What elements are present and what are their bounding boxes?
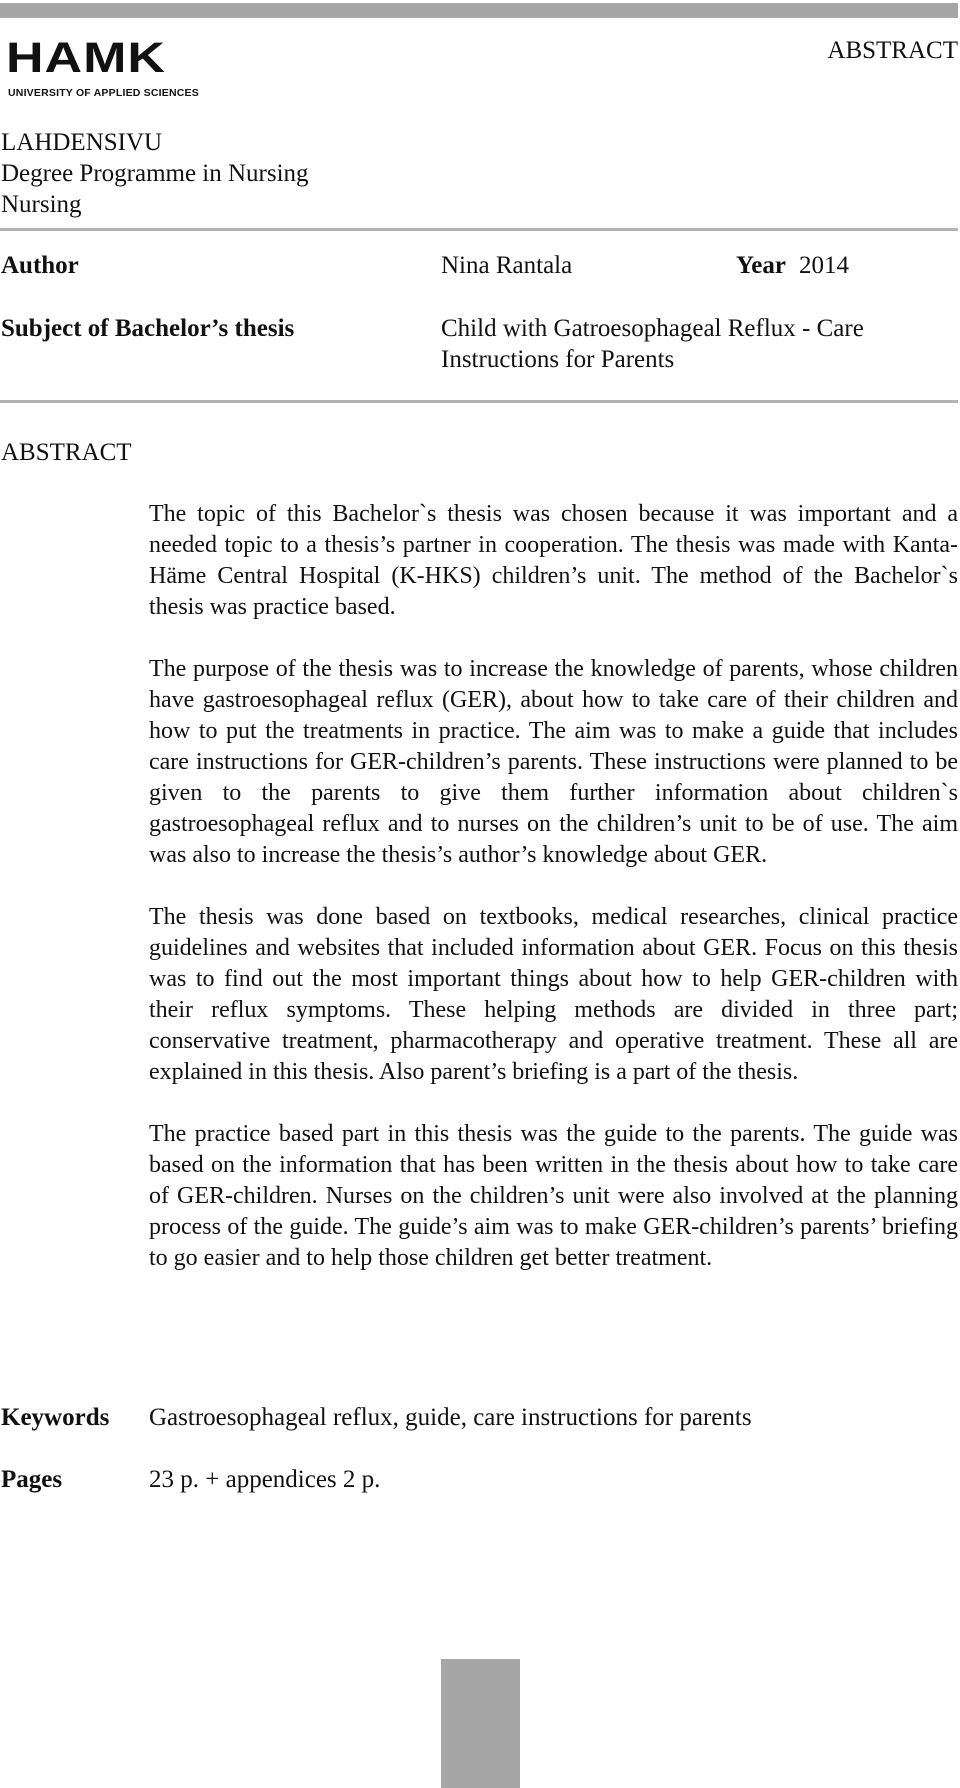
divider-middle	[0, 400, 958, 403]
pages-value: 23 p. + appendices 2 p.	[149, 1466, 381, 1493]
year-value: 2014	[799, 252, 849, 279]
programme-block	[1, 127, 309, 220]
logo-subtitle: UNIVERSITY OF APPLIED SCIENCES	[8, 87, 199, 99]
abstract-body	[149, 499, 958, 1305]
abstract-paragraph: The thesis was done based on textbooks, medical researches, clinical practice guidelines and websites that included information about GER. Focus on this thesis was to find out the most important things about how to help GER-children with their reflux symptoms. These helping methods are divided in three part; conservative treatment, pharmacotherapy and operative treatment. These all are explained in this thesis. Also parent’s briefing is a part of the thesis.	[149, 904, 958, 1085]
specialisation: Nursing	[1, 191, 82, 218]
abstract-paragraph: The topic of this Bachelor`s thesis was chosen because it was important and a needed topic to a thesis’s partner in cooperation. The thesis was made with Kanta-Häme Central Hospital (K-HKS) children’s unit. The method of the Bachelor`s thesis was practice based.	[149, 501, 958, 620]
abstract-paragraph: The practice based part in this thesis was the guide to the parents. The guide was based on the information that has been written in the thesis about how to take care of GER-children. Nurses on the children’s unit were also involved at the planning process of the guide. The guide’s aim was to make GER-children’s parents’ briefing to go easier and to help those children get better treatment.	[149, 1121, 958, 1271]
divider-top	[0, 228, 958, 231]
subject-label: Subject of Bachelor’s thesis	[1, 315, 295, 342]
author-value: Nina Rantala	[441, 252, 573, 279]
abstract-paragraph: The purpose of the thesis was to increase the knowledge of parents, whose children have gastroesophageal reflux (GER), about how to take care of their children and how to put the treatments in practice. The aim was to make a guide that includes care instructions for GER-children’s parents. These instructions were planned to be given to the parents to give them further information about children`s gastroesophageal reflux and to nurses on the children’s unit to be of use. The aim was also to increase the thesis’s author’s knowledge about GER.	[149, 656, 958, 868]
keywords-value: Gastroesophageal reflux, guide, care instructions for parents	[149, 1404, 752, 1431]
hamk-logo	[6, 34, 246, 100]
year-label: Year	[736, 252, 786, 279]
document-type: ABSTRACT	[827, 37, 958, 64]
top-bar	[0, 3, 958, 18]
keywords-label: Keywords	[1, 1404, 110, 1431]
pages-label: Pages	[1, 1466, 63, 1493]
page-footer-block	[441, 1659, 520, 1788]
logo-wordmark: HAMK	[6, 34, 166, 82]
campus-name: LAHDENSIVU	[1, 129, 163, 156]
author-label: Author	[1, 252, 79, 279]
degree-programme: Degree Programme in Nursing	[1, 160, 309, 187]
abstract-heading: ABSTRACT	[1, 439, 132, 466]
subject-value: Child with Gatroesophageal Reflux - Care Instructions for Parents	[441, 315, 864, 373]
